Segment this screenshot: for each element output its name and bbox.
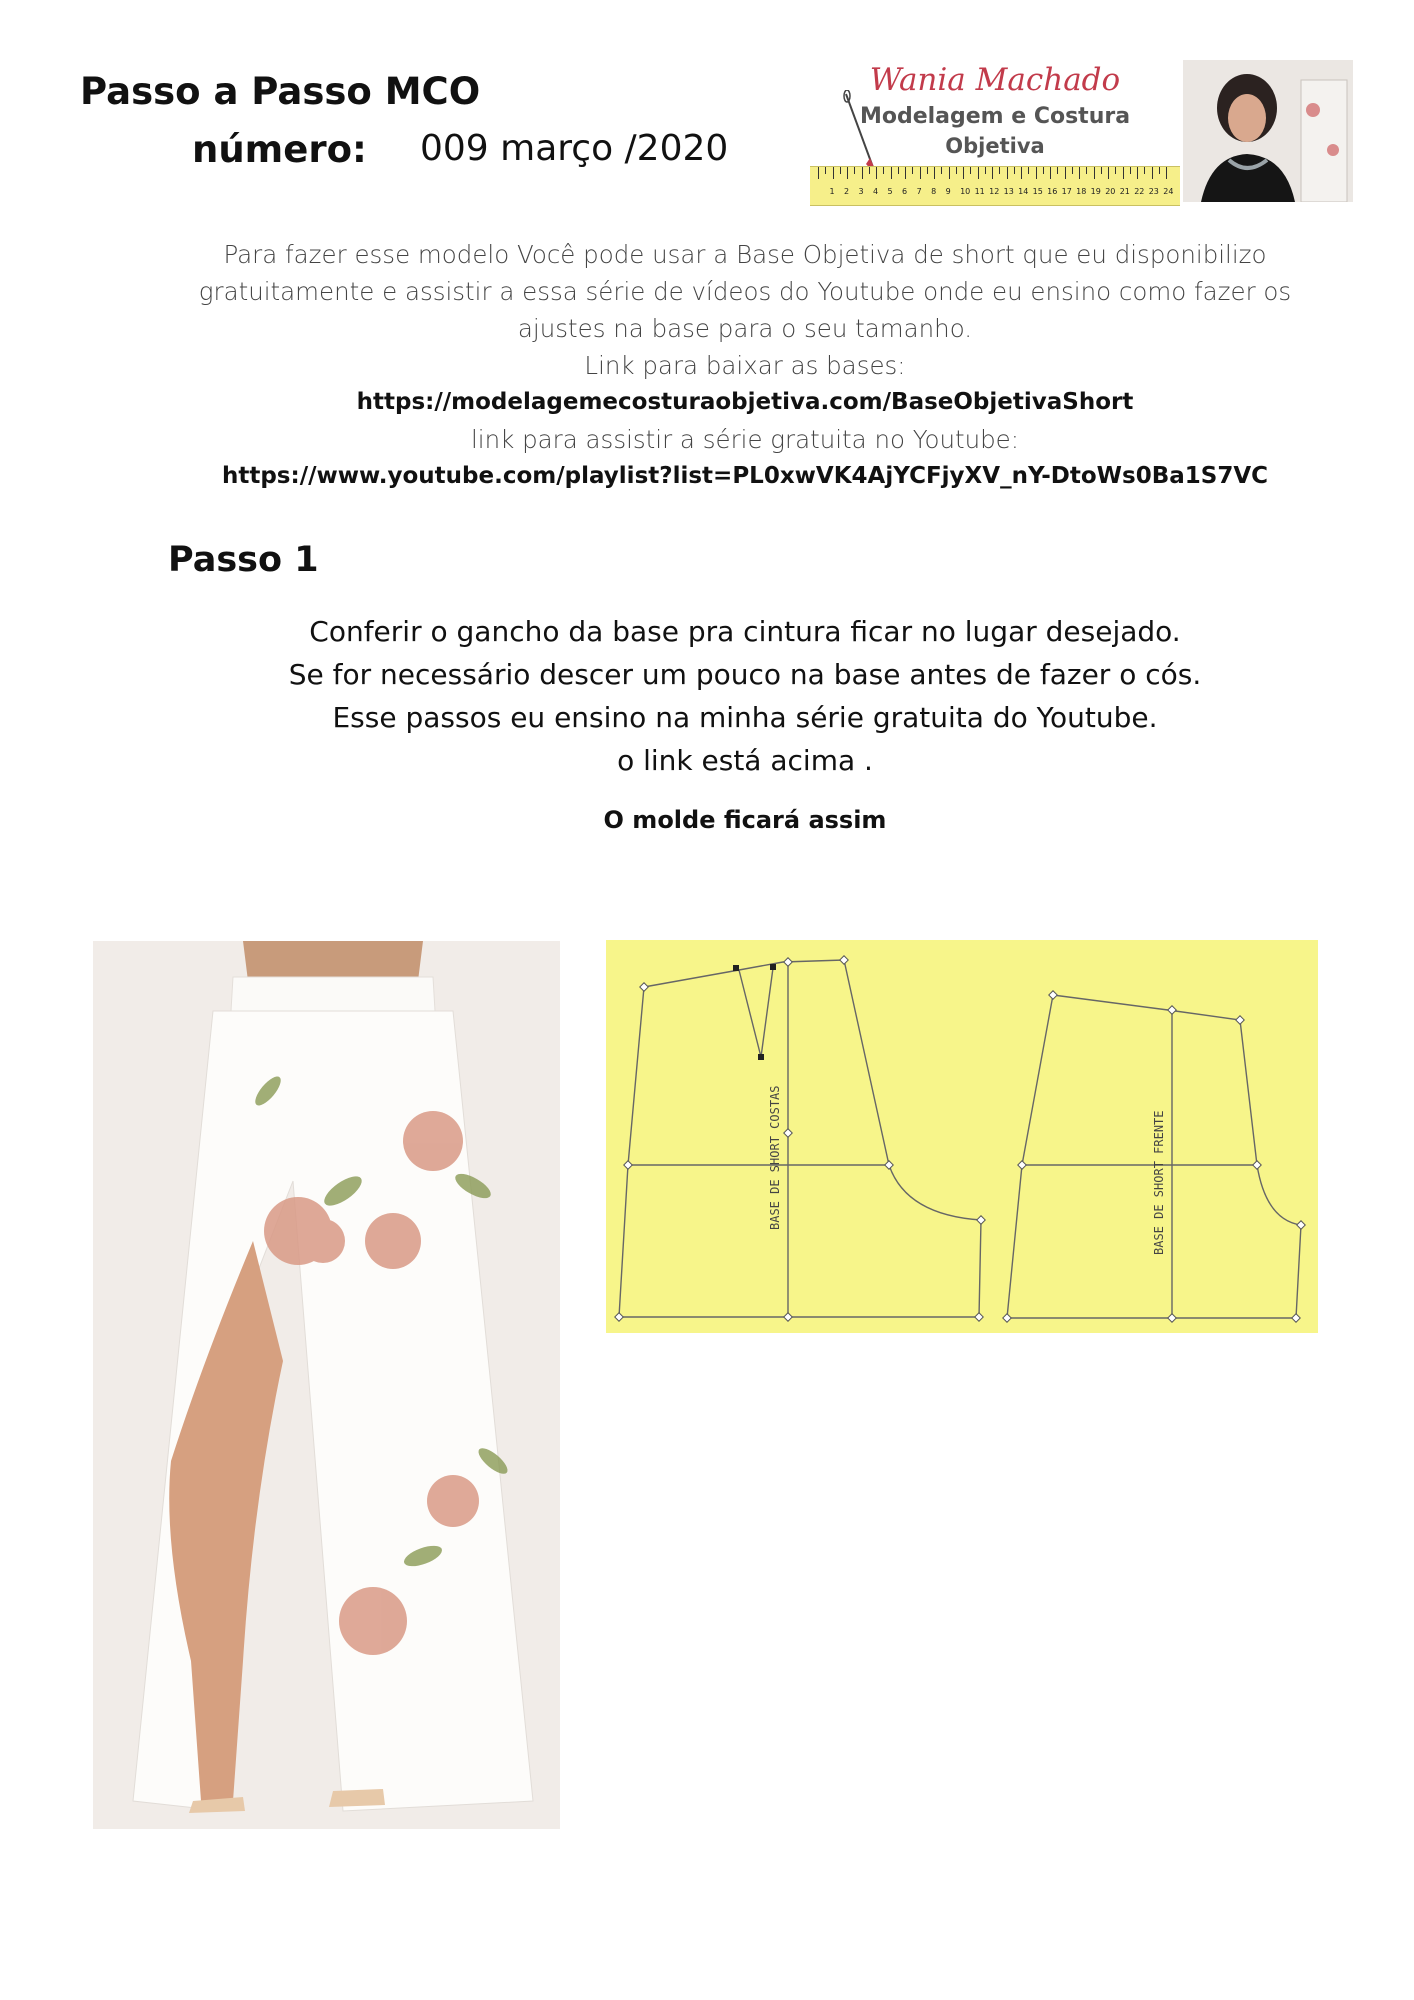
ruler-number: 16 <box>1047 187 1058 196</box>
ruler-tick <box>833 167 834 179</box>
ruler-tick <box>883 167 884 174</box>
ruler-tick <box>1007 167 1008 179</box>
ruler-number: 24 <box>1163 187 1174 196</box>
step-line: Esse passos eu ensino na minha série gratuita do Youtube. <box>332 701 1158 734</box>
ruler-tick <box>1057 167 1058 174</box>
ruler-tick <box>869 167 870 174</box>
short-pattern-diagram <box>606 940 1318 1333</box>
ruler-tick <box>1021 167 1022 179</box>
ruler-tick <box>1152 167 1153 179</box>
logo-script-name: Wania Machado <box>869 62 1121 98</box>
number-label: número: <box>192 128 367 171</box>
ruler-tick <box>1159 167 1160 174</box>
ruler-tick <box>876 167 877 179</box>
ruler-number: 20 <box>1105 187 1116 196</box>
ruler-tick <box>1050 167 1051 179</box>
ruler-number: 2 <box>844 187 850 196</box>
intro-line: link para assistir a série gratuita no Youtube: <box>470 425 1019 454</box>
ruler-tick <box>1043 167 1044 174</box>
ruler-tick <box>1065 167 1066 179</box>
ruler-tick <box>985 167 986 174</box>
pants-photo <box>93 941 560 1829</box>
ruler-tick <box>1108 167 1109 179</box>
ruler-number: 8 <box>931 187 937 196</box>
ruler-number: 6 <box>902 187 908 196</box>
ruler-tick <box>927 167 928 174</box>
ruler-tick <box>1079 167 1080 179</box>
number-value: 009 março /2020 <box>420 128 729 169</box>
ruler-tick <box>999 167 1000 174</box>
ruler-number: 15 <box>1032 187 1043 196</box>
ruler-tick <box>1014 167 1015 174</box>
ruler-number: 21 <box>1119 187 1130 196</box>
intro-line: Para fazer esse modelo Você pode usar a Base Objetiva de short que eu disponibilizo <box>223 240 1267 269</box>
ruler-tick <box>847 167 848 179</box>
ruler-number: 3 <box>858 187 864 196</box>
ruler-tick <box>1115 167 1116 174</box>
ruler-tick <box>905 167 906 179</box>
ruler-number: 10 <box>960 187 971 196</box>
ruler-tick <box>1166 167 1167 179</box>
ruler-tick <box>840 167 841 174</box>
step-instructions <box>140 610 1350 782</box>
ruler-tick <box>854 167 855 174</box>
step-line: Conferir o gancho da base pra cintura ficar no lugar desejado. <box>309 615 1181 648</box>
ruler-tick <box>1072 167 1073 174</box>
ruler-tick <box>978 167 979 179</box>
step-line: o link está acima . <box>617 744 873 777</box>
ruler-tick <box>1130 167 1131 174</box>
ruler-number: 14 <box>1018 187 1029 196</box>
intro-text <box>140 236 1350 495</box>
ruler-tick <box>1028 167 1029 174</box>
logo-line-2: Objetiva <box>945 134 1045 158</box>
ruler-tick <box>934 167 935 179</box>
youtube-playlist-link[interactable]: https://www.youtube.com/playlist?list=PL0xwVK4AjYCFjyXV_nY-DtoWs0Ba1S7VC <box>221 463 1269 489</box>
ruler-number: 18 <box>1076 187 1087 196</box>
ruler-number: 7 <box>916 187 922 196</box>
step-title: Passo 1 <box>168 540 319 580</box>
ruler-tick <box>949 167 950 179</box>
ruler-tick <box>970 167 971 174</box>
ruler-tick <box>1094 167 1095 179</box>
ruler-number: 9 <box>945 187 951 196</box>
intro-line: gratuitamente e assistir a essa série de vídeos do Youtube onde eu ensino como fazer os <box>198 277 1292 306</box>
ruler-tick <box>963 167 964 179</box>
ruler-number: 5 <box>887 187 893 196</box>
pattern-caption: O molde ficará assim <box>603 806 887 834</box>
ruler-number: 12 <box>989 187 1000 196</box>
ruler-tick <box>898 167 899 174</box>
ruler-number: 17 <box>1061 187 1072 196</box>
ruler-number: 4 <box>873 187 879 196</box>
ruler-graphic <box>810 166 1180 206</box>
ruler-number: 1 <box>829 187 835 196</box>
ruler-tick <box>1086 167 1087 174</box>
logo-line-1: Modelagem e Costura <box>859 104 1131 129</box>
ruler-tick <box>862 167 863 179</box>
ruler-tick <box>1036 167 1037 179</box>
bases-download-link[interactable]: https://modelagemecosturaobjetiva.com/BaseObjetivaShort <box>356 389 1134 415</box>
ruler-number: 11 <box>974 187 985 196</box>
ruler-tick <box>891 167 892 179</box>
ruler-tick <box>941 167 942 174</box>
step-line: Se for necessário descer um pouco na base antes de fazer o cós. <box>288 658 1202 691</box>
document-title: Passo a Passo MCO <box>80 70 481 113</box>
ruler-tick <box>1137 167 1138 179</box>
ruler-tick <box>956 167 957 174</box>
ruler-number: 13 <box>1003 187 1014 196</box>
ruler-tick <box>825 167 826 174</box>
author-photo <box>1183 60 1353 202</box>
ruler-tick <box>992 167 993 179</box>
ruler-tick <box>818 167 819 179</box>
ruler-tick <box>1101 167 1102 174</box>
ruler-tick <box>912 167 913 174</box>
intro-line: Link para baixar as bases: <box>584 351 906 380</box>
ruler-tick <box>1123 167 1124 179</box>
back-piece-label: BASE DE SHORT COSTAS <box>768 1085 782 1230</box>
front-piece-label: BASE DE SHORT FRENTE <box>1152 1110 1166 1255</box>
ruler-number: 19 <box>1090 187 1101 196</box>
ruler-number: 22 <box>1134 187 1145 196</box>
ruler-tick <box>1144 167 1145 174</box>
ruler-number: 23 <box>1148 187 1159 196</box>
brand-logo <box>810 60 1180 205</box>
intro-line: ajustes na base para o seu tamanho. <box>517 314 973 343</box>
ruler-tick <box>920 167 921 179</box>
